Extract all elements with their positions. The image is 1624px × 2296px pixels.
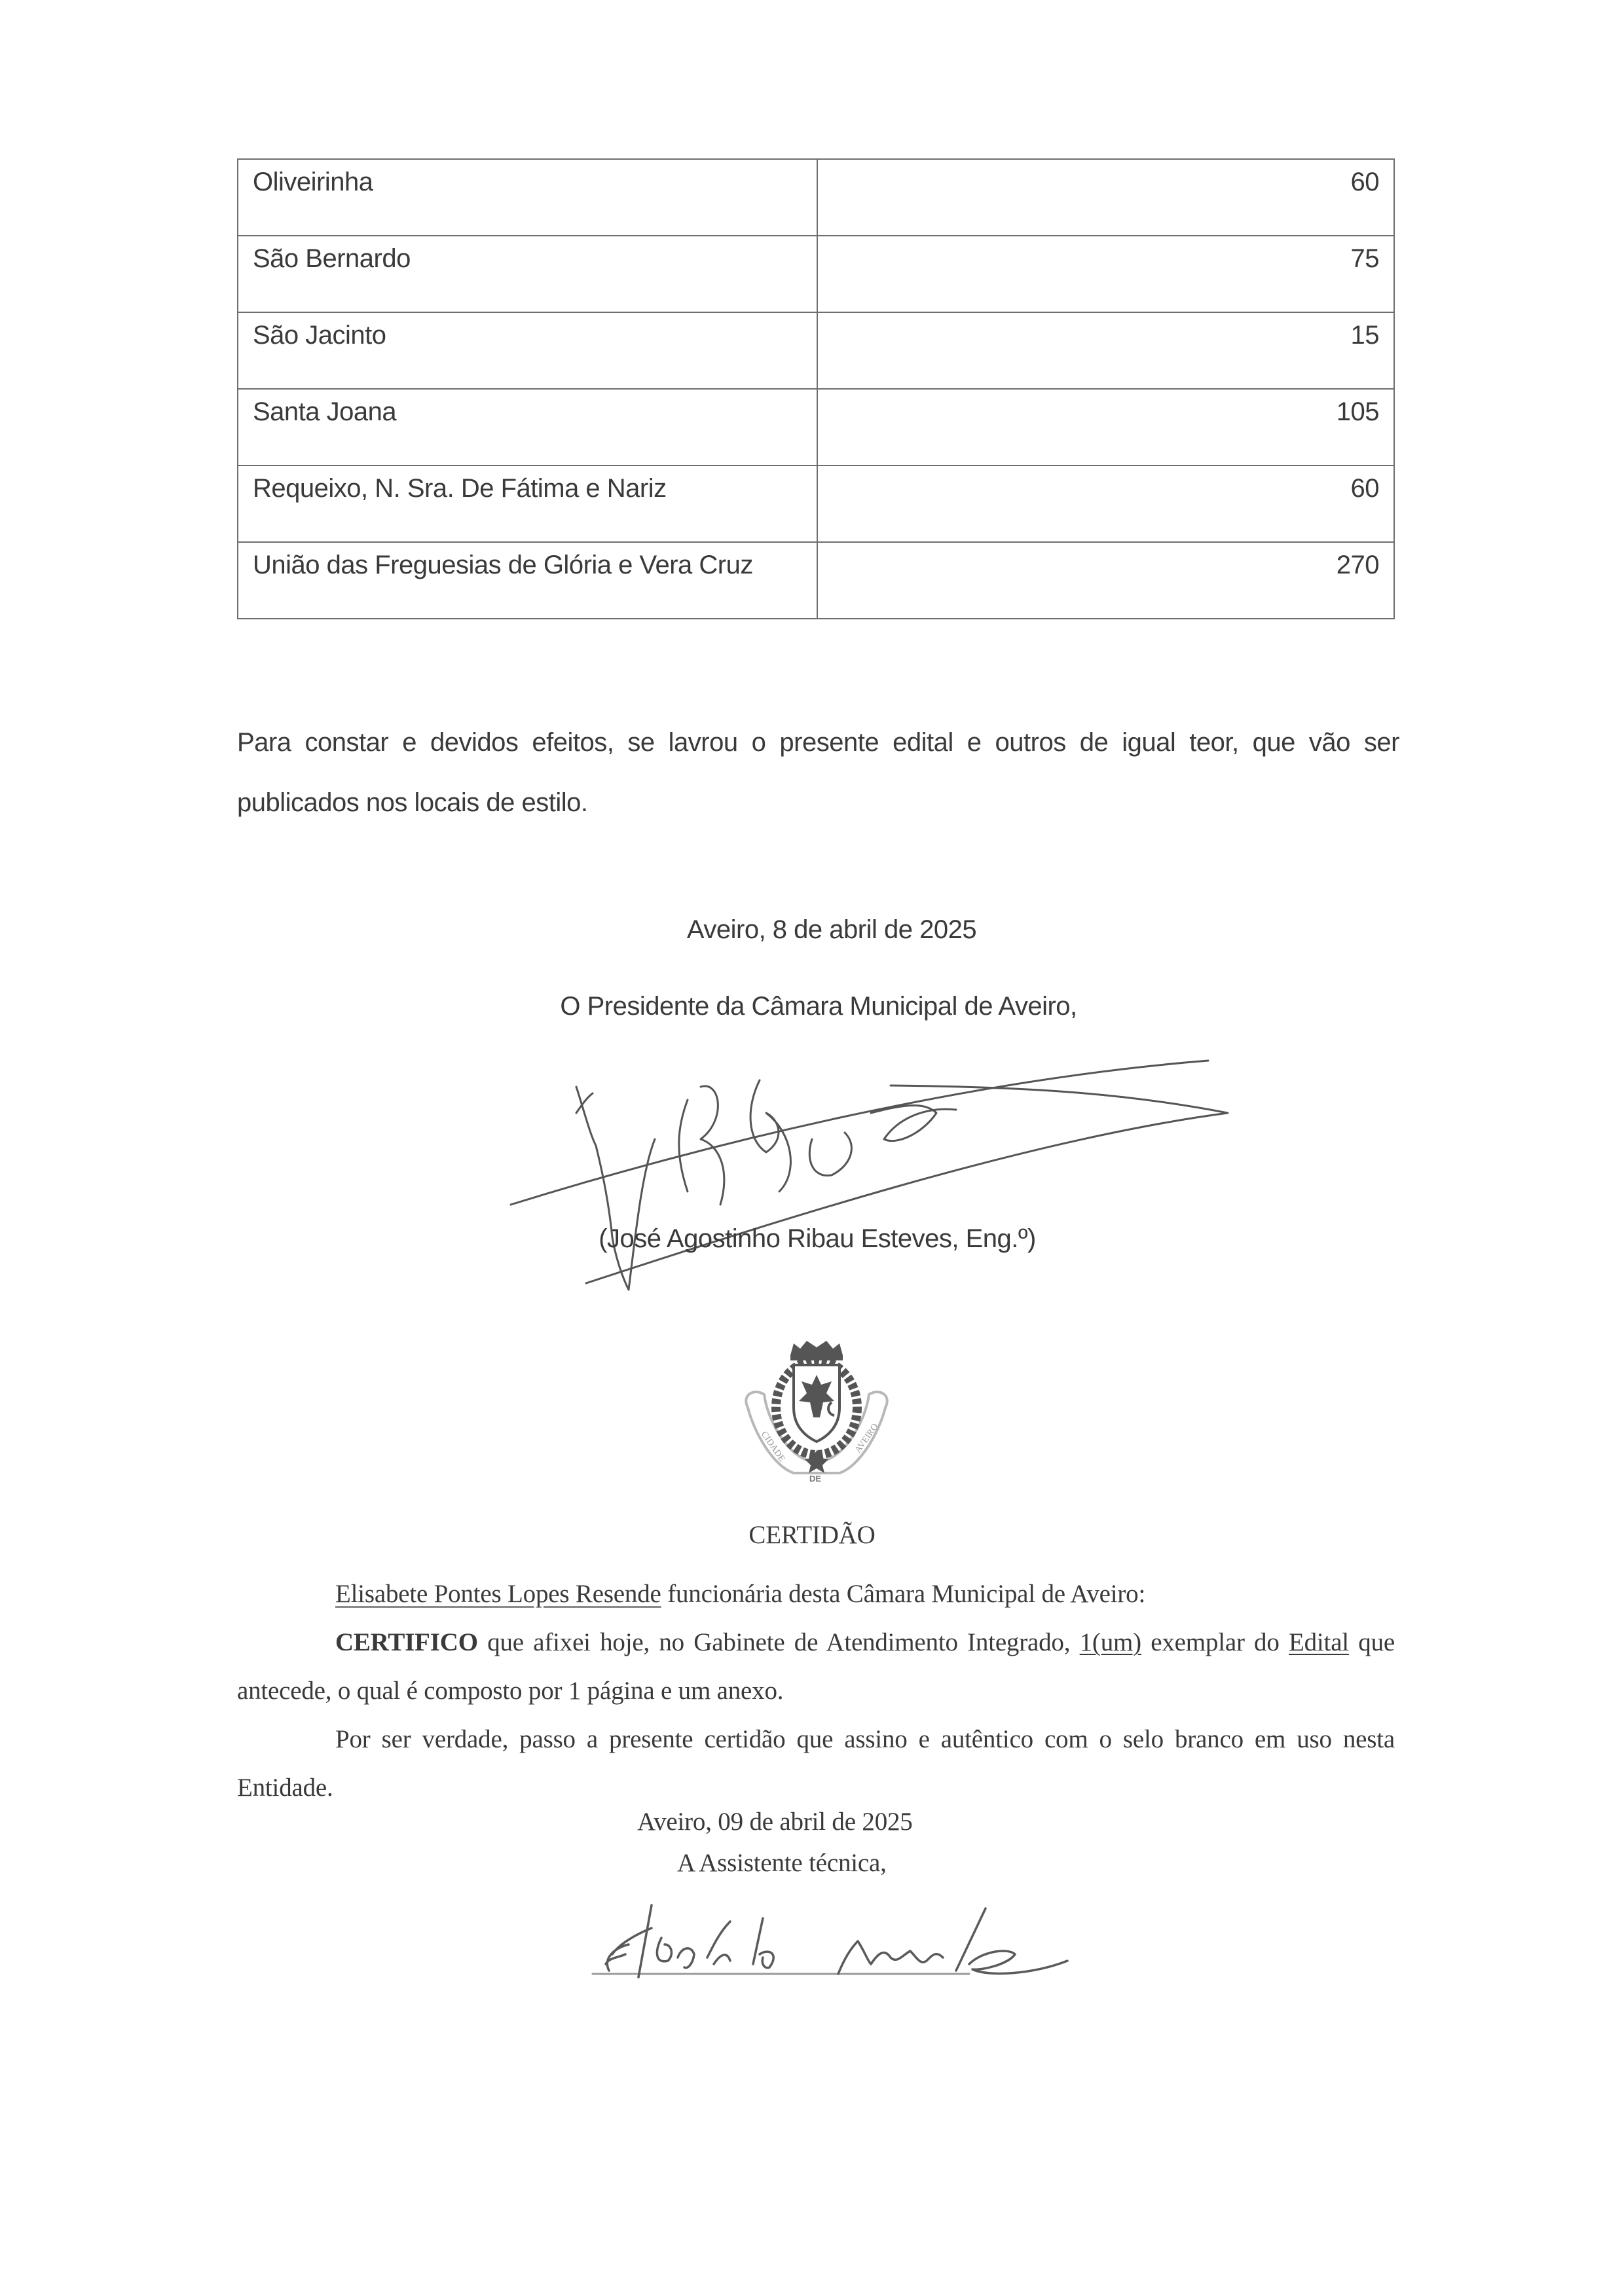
certidao-title: CERTIDÃO: [748, 1521, 876, 1549]
parish-value: 270: [817, 542, 1394, 619]
aveiro-coat-of-arms-icon: [728, 1329, 905, 1493]
certifico-text-1: que afixei hoje, no Gabinete de Atendimento Integrado,: [477, 1628, 1080, 1656]
parish-name: União das Freguesias de Glória e Vera Cruz: [238, 542, 817, 619]
table-row: [238, 465, 1394, 542]
certifico-paragraph: [237, 1618, 1395, 1715]
certifico-label: CERTIFICO: [335, 1628, 478, 1656]
certidao-body: [237, 1570, 1395, 1812]
president-name: (José Agostinho Ribau Esteves, Eng.º): [599, 1224, 1036, 1253]
table-row: [238, 236, 1394, 312]
assistant-signature: [589, 1892, 1113, 1997]
employee-role: funcionária desta Câmara Municipal de Aveiro:: [661, 1580, 1146, 1608]
parish-name: Requeixo, N. Sra. De Fátima e Nariz: [238, 465, 817, 542]
parish-name: São Jacinto: [238, 312, 817, 389]
crest-ribbon-left: CIDADE: [758, 1429, 787, 1464]
parish-quota-table: [237, 158, 1395, 619]
certifico-text-2: exemplar do: [1151, 1628, 1289, 1656]
truth-statement: Por ser verdade, passo a presente certidão que assino e autêntico com o selo branco em uso nesta Entidade.: [237, 1725, 1395, 1802]
edital-place-date: Aveiro, 8 de abril de 2025: [686, 915, 977, 944]
parish-value: 60: [817, 159, 1394, 236]
parish-name: Oliveirinha: [238, 159, 817, 236]
edital-word: Edital: [1289, 1628, 1349, 1656]
assistant-title: A Assistente técnica,: [677, 1849, 887, 1877]
edital-closing-paragraph: Para constar e devidos efeitos, se lavrou o presente edital e outros de igual teor, que vão ser publicados nos locais de estilo.: [237, 728, 1399, 817]
table-row: [238, 312, 1394, 389]
table-row: [238, 389, 1394, 465]
crest-ribbon-right: AVEIRO: [853, 1421, 881, 1455]
parish-value: 75: [817, 236, 1394, 312]
parish-value: 60: [817, 465, 1394, 542]
certifico-text-3: que antecede, o qual é composto por 1 página e um anexo.: [237, 1628, 1395, 1705]
copies-count: 1(um): [1079, 1628, 1141, 1656]
crest-ribbon-center: DE: [809, 1474, 822, 1484]
certidao-place-date: Aveiro, 09 de abril de 2025: [637, 1808, 913, 1836]
parish-value: 15: [817, 312, 1394, 389]
table-row: [238, 542, 1394, 619]
table-row: [238, 159, 1394, 236]
parish-value: 105: [817, 389, 1394, 465]
employee-name: Elisabete Pontes Lopes Resende: [335, 1580, 661, 1608]
president-signature: [504, 1041, 1231, 1303]
parish-name: Santa Joana: [238, 389, 817, 465]
certidao-employee-line: [237, 1570, 1395, 1618]
parish-name: São Bernardo: [238, 236, 817, 312]
president-title: O Presidente da Câmara Municipal de Aveiro,: [560, 992, 1077, 1021]
